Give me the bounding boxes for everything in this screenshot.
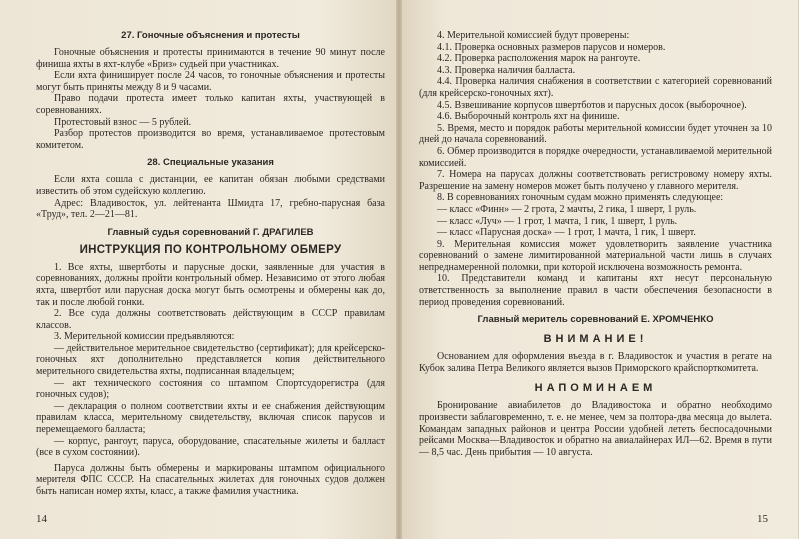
paragraph: Если яхта сошла с дистанции, ее капитан обязан любыми средствами известить об этом судейскую коллегию. <box>36 174 385 197</box>
list-item: 9. Мерительная комиссия может удовлетворить заявление участника соревнований о замене лимитированной материальной части лишь в случаях непреднамеренной поломки, при которой исключена возможность ремонта. <box>419 238 772 273</box>
paragraph: — декларация о полном соответствии яхты и ее снабжения действующим правилам класса, мерительному свидетельству, включая список парусов и перемещаемого балласта; <box>36 400 385 436</box>
right-page <box>399 0 798 539</box>
list-item: 8. В соревнованиях гоночным судам можно применять следующее: <box>437 192 724 204</box>
list-item: — класс «Луч» — 1 грот, 1 мачта, 1 гик, 1 шверт, 1 руль. <box>437 215 678 227</box>
page-number: 15 <box>757 513 768 525</box>
page-number: 14 <box>36 513 47 525</box>
paragraph: 3. Мерительной комиссии предъявляются: <box>54 331 235 343</box>
list-item: 6. Обмер производится в порядке очередности, устанавливаемой мерительной комиссией. <box>419 145 772 169</box>
list-item: 4.3. Проверка наличия балласта. <box>437 64 576 76</box>
paragraph: Если яхта финиширует после 24 часов, то гоночные объяснения и протесты могут быть приняты между 8 и 9 часами. <box>36 70 385 93</box>
paragraph: — действительное мерительное свидетельство (сертификат); для крейсерско-гоночных яхт дополнительно представляется копия действительного мерительного свидетельства яхты, подписанная владельцем; <box>36 342 385 378</box>
paragraph: Право подачи протеста имеет только капитан яхты, участвующей в соревнованиях. <box>36 93 385 116</box>
list-item: 4.2. Проверка расположения марок на рангоуте. <box>437 53 641 65</box>
paragraph: Гоночные объяснения и протесты принимаются в течение 90 минут после финиша яхты в яхт-клубе «Бриз» судьей при участниках. <box>36 47 385 70</box>
list-item: 4.1. Проверка основных размеров парусов и номеров. <box>437 41 666 53</box>
paragraph: — акт технического состояния со штампом Спортсудорегистра (для гоночных судов); <box>36 377 385 401</box>
list-item: 10. Представители команд и капитаны яхт несут персональную ответственность за выполнение правил в части обеспечения безопасности в период проведения соревнований. <box>419 273 772 308</box>
paragraph: Адрес: Владивосток, ул. лейтенанта Шмидта 17, гребно-парусная база «Труд», тел. 2—21—81. <box>36 197 385 221</box>
list-item: — класс «Парусная доска» — 1 грот, 1 мачта, 1 гик, 1 шверт. <box>437 227 696 239</box>
book-gutter <box>396 0 402 539</box>
attention-title: ВНИМАНИЕ! <box>543 333 648 346</box>
chief-judge-signature: Главный судья соревнований Г. ДРАГИЛЕВ <box>107 226 314 238</box>
paragraph: 1. Все яхты, швертботы и парусные доски, заявленные для участия в соревнованиях, должны пройти контрольный обмер. Независимо от этого любая яхта, швертбот или парусная доска могут быть осмотрены и обмерены как до, так и после любой гонки. <box>36 261 385 308</box>
remind-text: Бронирование авиабилетов до Владивостока и обратно необходимо произвести заблаговременно, т. е. не менее, чем за полтора-два месяца до вылета. Командам западных районов и центра России удобней лететь беспосадочными рейсами Москва—Владивосток и обратно на авиалайнерах ИЛ—62. Время в пути — 8,5 час. День прибытия — 10 августа. <box>419 400 772 458</box>
section-28-title: 28. Специальные указания <box>147 157 274 169</box>
list-item: 7. Номера на парусах должны соответствовать регистровому номеру яхты. Разрешение на замену номеров может быть получено у главного мерителя. <box>419 169 772 192</box>
paragraph: Протестовый взнос — 5 рублей. <box>54 116 192 128</box>
chief-measurer-signature: Главный меритель соревнований Е. ХРОМЧЕНКО <box>477 314 714 326</box>
remind-title: НАПОМИНАЕМ <box>534 382 657 395</box>
list-item: 4.5. Взвешивание корпусов швертботов и парусных досок (выборочное). <box>437 99 747 111</box>
section-27-title: 27. Гоночные объяснения и протесты <box>121 30 300 41</box>
left-page <box>0 0 399 539</box>
instruction-title: ИНСТРУКЦИЯ ПО КОНТРОЛЬНОМУ ОБМЕРУ <box>79 243 342 256</box>
list-item: 5. Время, место и порядок работы мерительной комиссии будет уточнен за 10 дней до начала соревнований. <box>419 122 772 146</box>
attention-text: Основанием для оформления въезда в г. Владивосток и участия в регате на Кубок залива Петра Великого является вызов Приморского крайспорткомитета. <box>419 351 772 374</box>
paragraph: Паруса должны быть обмерены и маркированы штампом официального мерителя ФПС СССР. На спасательных жилетах для гоночных судов должен быть написан номер яхты, класс, а также фамилия участника. <box>36 462 385 497</box>
paragraph: Разбор протестов производится во время, устанавливаемое протестовым комитетом. <box>36 128 385 151</box>
list-item: 4.4. Проверка наличия снабжения в соответствии с категорией соревнований (для крейсерско-гоночных яхт). <box>419 76 772 99</box>
list-item: 4. Мерительной комиссией будут проверены: <box>437 30 630 41</box>
paragraph: 2. Все суда должны соответствовать действующим в СССР правилам классов. <box>36 308 385 331</box>
list-item: 4.6. Выборочный контроль яхт на финише. <box>437 111 620 123</box>
paragraph: — корпус, рангоут, паруса, оборудование, спасательные жилеты и балласт (все в сухом состоянии). <box>36 435 385 459</box>
list-item: — класс «Финн» — 2 грота, 2 мачты, 2 гика, 1 шверт, 1 руль. <box>437 203 697 215</box>
